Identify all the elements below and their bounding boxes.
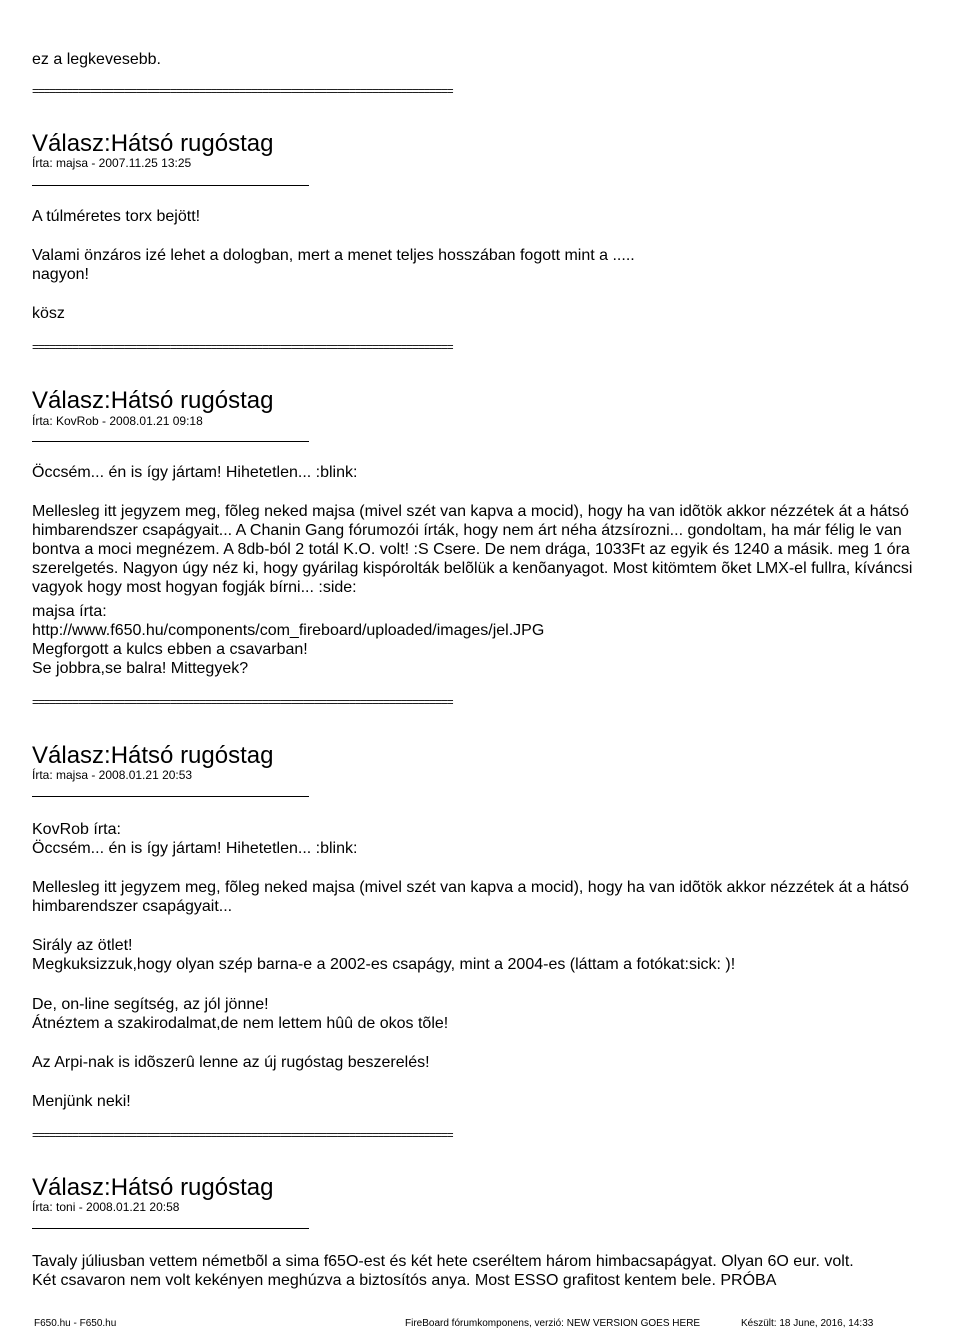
separator: ========================================================================= <box>32 340 453 354</box>
post-meta: Írta: majsa - 2007.11.25 13:25 <box>32 156 192 170</box>
separator: ========================================================================= <box>32 695 453 709</box>
post-line: Sirály az ötlet! <box>32 937 133 954</box>
divider <box>32 185 309 186</box>
post-line: majsa írta: <box>32 603 107 620</box>
footer-date: Készült: 18 June, 2016, 14:33 <box>741 1318 874 1329</box>
divider <box>32 441 309 442</box>
page-footer <box>0 1317 960 1331</box>
post-line: Az Arpi-nak is idõszerû lenne az új rugóstag beszerelés! <box>32 1054 430 1071</box>
post-meta: Írta: KovRob - 2008.01.21 09:18 <box>32 414 203 428</box>
post-title: Válasz:Hátsó rugóstag <box>32 387 274 414</box>
post-line: De, on-line segítség, az jól jönne! <box>32 996 269 1013</box>
post-line: Öccsém... én is így jártam! Hihetetlen... :blink: <box>32 840 358 857</box>
post-line: Se jobbra,se balra! Mittegyek? <box>32 660 249 677</box>
post-line: Megforgott a kulcs ebben a csavarban! <box>32 641 308 658</box>
post-line: kösz <box>32 305 65 322</box>
intro-text: ez a legkevesebb. <box>32 51 161 68</box>
post-line: Megkuksizzuk,hogy olyan szép barna-e a 2002-es csapágy, mint a 2004-es (láttam a fotókat:sick: )! <box>32 956 736 973</box>
post-line: Két csavaron nem volt kekényen meghúzva a biztosítós anya. Most ESSO grafitost kentem bele. PRÓBA <box>32 1272 777 1289</box>
post-line: Átnéztem a szakirodalmat,de nem lettem hûû de okos tõle! <box>32 1015 449 1032</box>
post-line: Öccsém... én is így jártam! Hihetetlen... :blink: <box>32 464 358 481</box>
post-title: Válasz:Hátsó rugóstag <box>32 130 274 157</box>
post-paragraph: Mellesleg itt jegyzem meg, fõleg neked majsa (mivel szét van kapva a mocid), hogy ha van idõtök akkor nézzétek át a hátsó himbarendszer csapágyait... <box>32 879 909 915</box>
footer-site: F650.hu - F650.hu <box>34 1318 117 1329</box>
post-title: Válasz:Hátsó rugóstag <box>32 1174 274 1201</box>
post-title: Válasz:Hátsó rugóstag <box>32 742 274 769</box>
post-meta: Írta: majsa - 2008.01.21 20:53 <box>32 768 193 782</box>
footer-component: FireBoard fórumkomponens, verzió: NEW VERSION GOES HERE <box>405 1318 701 1329</box>
post-line: http://www.f650.hu/components/com_fireboard/uploaded/images/jel.JPG <box>32 622 545 639</box>
post-meta: Írta: toni - 2008.01.21 20:58 <box>32 1200 180 1214</box>
post-line: Tavaly júliusban vettem németbõl a sima f65O-est és két hete cseréltem három himbacsapágyat. Olyan 6O eur. volt. <box>32 1253 854 1270</box>
post-line: nagyon! <box>32 266 89 283</box>
post-line: Valami önzáros izé lehet a dologban, mert a menet teljes hosszában fogott mint a ..... <box>32 247 635 264</box>
post-line: Menjünk neki! <box>32 1093 131 1110</box>
post-line: A túlméretes torx bejött! <box>32 208 201 225</box>
separator: ========================================================================= <box>32 1128 453 1142</box>
divider <box>32 796 309 797</box>
separator: ========================================================================= <box>32 84 453 98</box>
post-paragraph: Mellesleg itt jegyzem meg, fõleg neked majsa (mivel szét van kapva a mocid), hogy ha van idõtök akkor nézzétek át a hátsó himbarendszer csapágyait... A Chanin Gang fórumozói írták, hogy nem árt néha átzsírozni... gondoltam, ha már félig le van bontva a moci megnézem. A 8db-ból 2 totál K.O. volt! :S Csere. De nem drága, 1033Ft az egyik és 1240 a másik. meg 1 óra szerelgetés. Nagyon úgy néz ki, hogy gyárilag kispórolták belõlük a kenõanyagot. Most kitömtem õket LMX-el fullra, kíváncsi vagyok hogy most hogyan fogják bírni... :side: <box>32 503 913 596</box>
post-line: KovRob írta: <box>32 821 121 838</box>
divider <box>32 1228 309 1229</box>
